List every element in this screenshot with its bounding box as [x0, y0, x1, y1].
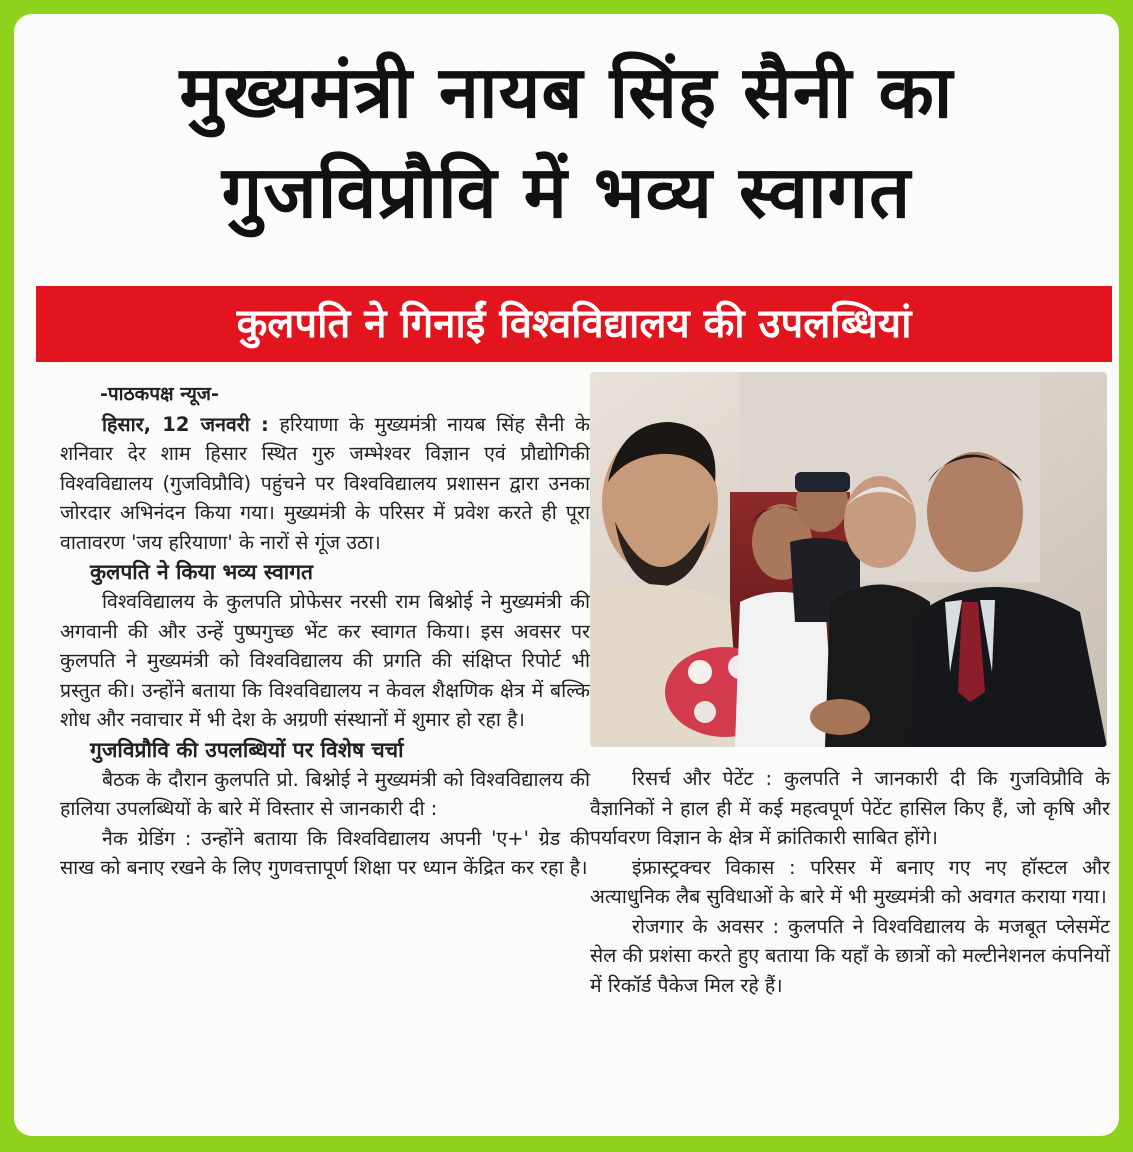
left-column — [60, 380, 590, 883]
infrastructure-label: इंफ्रास्ट्रक्चर विकास : — [632, 855, 796, 879]
section2-paragraph: बैठक के दौरान कुलपति प्रो. बिश्नोई ने मुख्यमंत्री को विश्वविद्यालय की हालिया उपलब्धियों के बारे में विस्तार से जानकारी दी : — [60, 767, 590, 820]
research-text: कुलपति ने जानकारी दी कि गुजविप्रौवि के वैज्ञानिकों ने हाल ही में कई महत्वपूर्ण पेटेंट हासिल किए हैं, जो कृषि और पर्यावरण विज्ञान के क्षेत्र में क्रांतिकारी साबित होंगे। — [590, 767, 1110, 849]
naac-label: नैक ग्रेडिंग : — [102, 826, 192, 850]
headline-line-1: मुख्यमंत्री नायब सिंह सैनी का — [179, 50, 954, 134]
infrastructure-text: परिसर में बनाए गए नए हॉस्टल और अत्याधुनिक लैब सुविधाओं के बारे में भी मुख्यमंत्री को अवगत कराया गया। — [590, 855, 1111, 908]
research-paragraph — [590, 764, 1110, 853]
section2-heading: गुजविप्रौवि की उपलब्धियों पर विशेष चर्चा — [90, 737, 404, 762]
right-column — [590, 764, 1110, 1000]
naac-text: उन्होंने बताया कि विश्वविद्यालय अपनी 'ए+' ग्रेड की साख को बनाए रखने के लिए गुणवत्तापूर्ण शिक्षा पर ध्यान केंद्रित कर रहा है। — [60, 826, 590, 879]
headline-line-2: गुजविप्रौवि में भव्य स्वागत — [221, 150, 912, 234]
intro-text: हरियाणा के मुख्यमंत्री नायब सिंह सैनी के शनिवार देर शाम हिसार स्थित गुरु जम्भेश्वर विज्ञान एवं प्रौद्योगिकी विश्वविद्यालय (गुजविप्रौवि) पहुंचने पर विश्वविद्यालय प्रशासन द्वारा उनका जोरदार अभिनंदन किया गया। मुख्यमंत्री के परिसर में प्रवेश करते ही पूरा वातावरण 'जय हरियाणा' के नारों से गूंज उठा। — [60, 412, 591, 554]
news-clipping — [14, 14, 1119, 1136]
section1-heading: कुलपति ने किया भव्य स्वागत — [90, 560, 313, 584]
naac-paragraph — [60, 824, 590, 883]
section1-paragraph: विश्वविद्यालय के कुलपति प्रोफेसर नरसी राम बिश्नोई ने मुख्यमंत्री की अगवानी की और उन्हें पुष्पगुच्छ भेंट कर स्वागत किया। इस अवसर पर कुलपति ने मुख्यमंत्री को विश्वविद्यालय की प्रगति की संक्षिप्त रिपोर्ट भी प्रस्तुत की। उन्होंने बताया कि विश्वविद्यालय न केवल शैक्षणिक क्षेत्र में बल्कि शोध और नवाचार में भी देश के अग्रणी संस्थानों में शुमार हो रहा है। — [60, 590, 590, 731]
photo-illustration — [590, 372, 1107, 747]
employment-text: कुलपति ने विश्वविद्यालय के मजबूत प्लेसमेंट सेल की प्रशंसा करते हुए बताया कि यहाँ के छात्रों को मल्टीनेशनल कंपनियों में रिकॉर्ड पैकेज मिल रहे हैं। — [590, 914, 1110, 997]
subheadline-band: कुलपति ने गिनाईं विश्वविद्यालय की उपलब्धियां — [36, 286, 1112, 362]
employment-label: रोजगार के अवसर : — [632, 914, 780, 938]
byline: -पाठकपक्ष न्यूज- — [100, 383, 219, 405]
news-photo — [590, 372, 1107, 747]
dateline: हिसार, 12 जनवरी : — [102, 412, 269, 436]
infrastructure-paragraph — [590, 853, 1110, 912]
research-label: रिसर्च और पेटेंट : — [632, 767, 773, 790]
employment-paragraph — [590, 912, 1110, 1001]
headline — [14, 42, 1119, 242]
intro-paragraph — [60, 410, 590, 558]
